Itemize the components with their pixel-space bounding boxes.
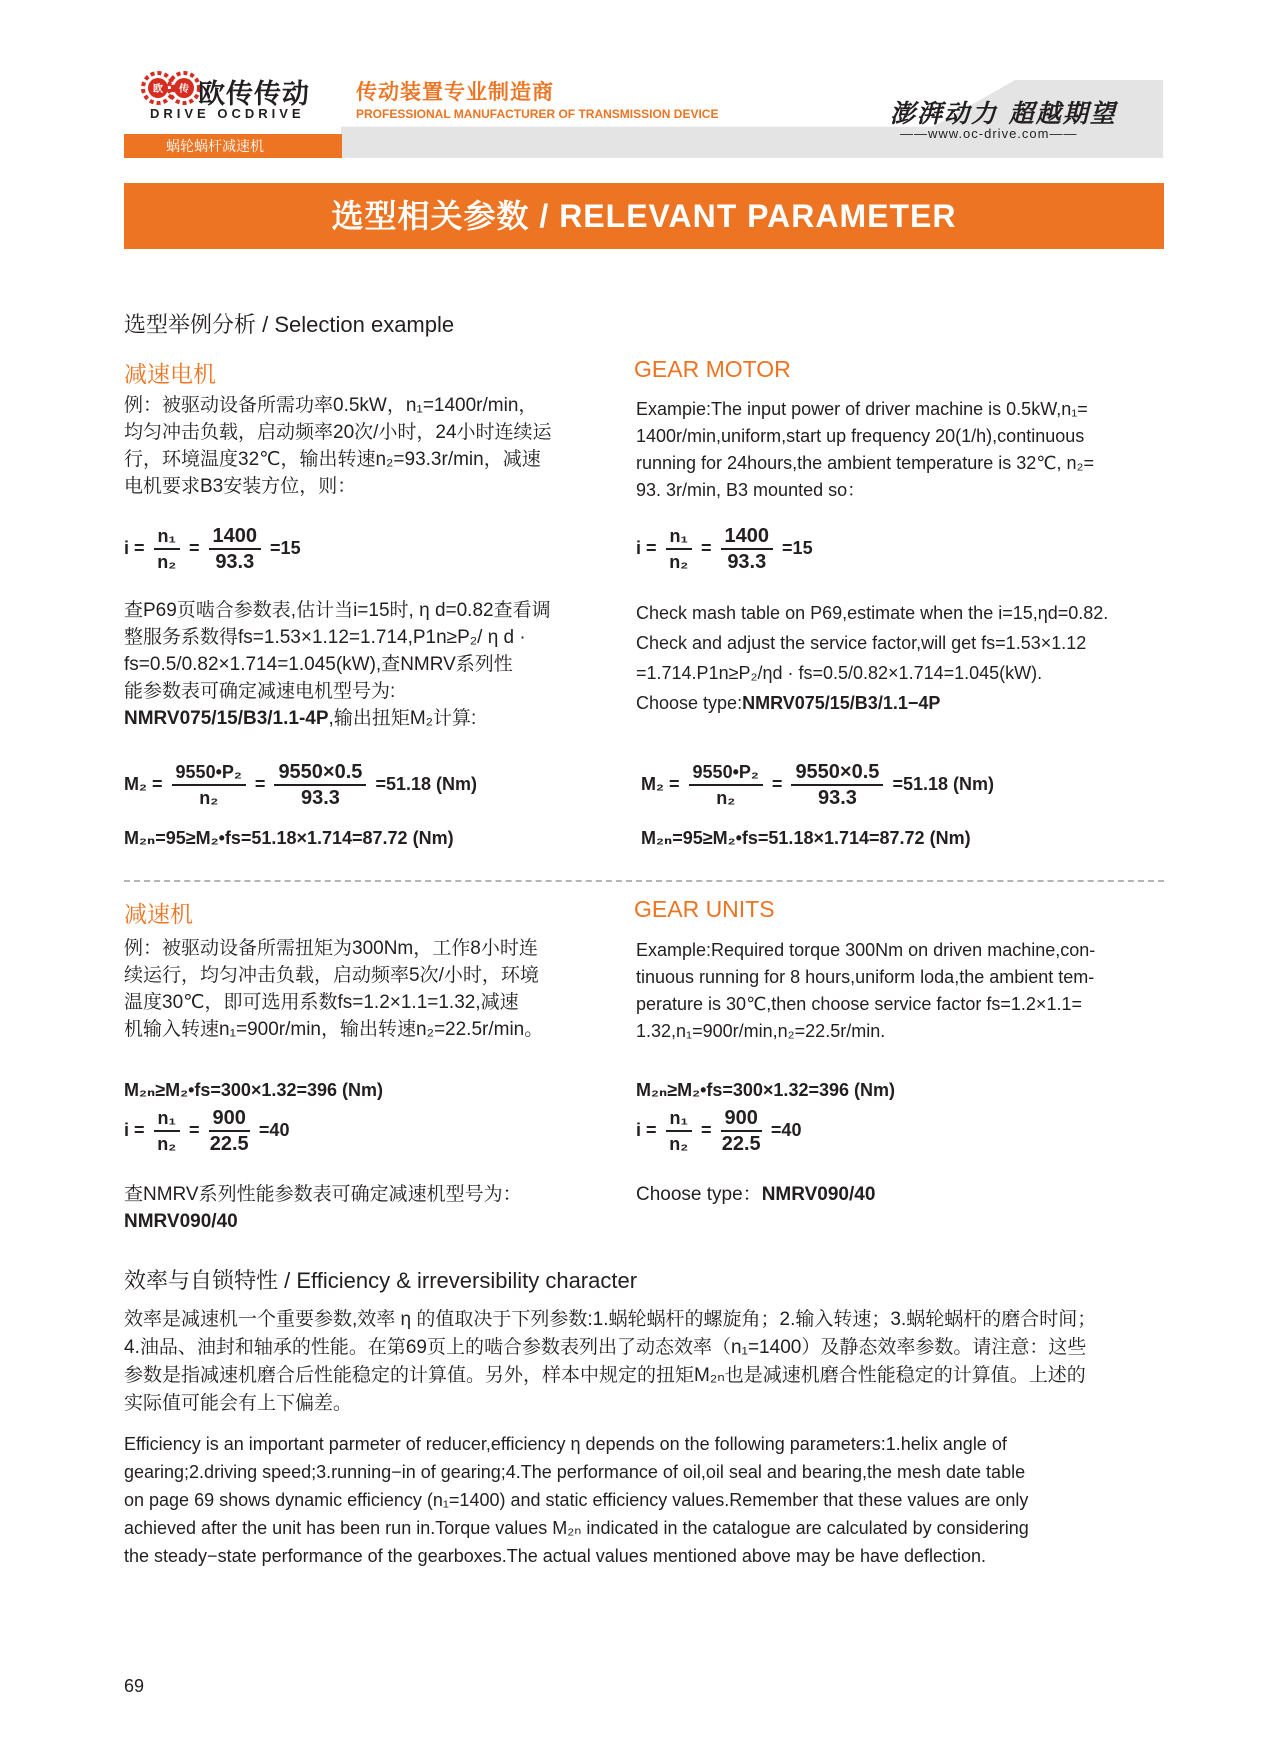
gear-motor-en-example: Exampie:The input power of driver machine is 0.5kW,n₁= 1400r/min,uniform,start up frequency 20(1/h),continuous running for 24hours,the ambient temperature is 32℃, n₂= 93. 3r/min, B3 mounted so： (636, 399, 1094, 500)
gear-motor-torque-check-cn: M₂ₙ=95≥M₂•fs=51.18×1.714=87.72 (Nm) (124, 828, 454, 848)
gear-units-ratio-en: i = $\frac{\text{n₁}}{\text{n₂}}$ = $\frac{900}{22.5}$ =40 (636, 1107, 802, 1155)
tagline-cn: 传动装置专业制造商 (356, 81, 554, 104)
page-title: 选型相关参数 / RELEVANT PARAMETER (124, 183, 1164, 249)
logo-cn-text: 欧传传动 (198, 79, 310, 109)
gear-units-torque-check-cn: M₂ₙ≥M₂•fs=300×1.32=396 (Nm) (124, 1080, 383, 1100)
gear-motor-cn-heading: 减速电机 (124, 361, 216, 387)
section-divider (124, 880, 1164, 882)
tagline-en: PROFESSIONAL MANUFACTURER OF TRANSMISSION DEVICE (356, 107, 719, 121)
gear-units-en-example: Example:Required torque 300Nm on driven machine,con- tinuous running for 8 hours,uniform loda,the ambient tem- perature is 30℃,then choose service factor fs=1.2×1.1= 1.32,n₁=900r/min,n₂=22.5r/min. (636, 940, 1096, 1041)
gear-units-cn-example: 例：被驱动设备所需扭矩为300Nm，工作8小时连 续运行，均匀冲击负载，启动频率5次/小时，环境 温度30℃，即可选用系数fs=1.2×1.1=1.32,减速 机输入转速n₁=900r/min，输出转速n₂=22.5r/min。 (124, 938, 544, 1040)
gear-motor-en-heading: GEAR MOTOR (634, 356, 791, 382)
selection-heading: 选型举例分析 / Selection example (124, 312, 455, 337)
website: ——www.oc-drive.com—— (900, 126, 1078, 141)
gear-motor-en-check: Check mash table on P69,estimate when the i=15,ηd=0.82. Check and adjust the service factor,will get fs=1.53×1.12 =1.714.P1n≥P₂/ηd · fs=0.5/0.82×1.714=1.045(kW). Choose type:NMRV075/15/B3/1.1−4P (636, 603, 1109, 713)
efficiency-cn-text: 效率是减速机一个重要参数,效率 η 的值取决于下列参数:1.蜗轮蜗杆的螺旋角；2.输入转速；3.蜗轮蜗杆的磨合时间； 4.油品、油封和轴承的性能。在第69页上的啮合参数表列出了动态效率（n₁=1400）及静态效率参数。请注意：这些 参数是指减速机磨合后性能稳定的计算值。另外，样本中规定的扭矩M₂ₙ也是减速机磨合性能稳定的计算值。上述的 实际值可能会有上下偏差。 (124, 1309, 1097, 1414)
slogan: 澎湃动力 超越期望 (890, 99, 1117, 128)
efficiency-heading: 效率与自锁特性 / Efficiency & irreversibility character (124, 1268, 638, 1293)
gear-motor-torque-check-en: M₂ₙ=95≥M₂•fs=51.18×1.714=87.72 (Nm) (641, 828, 971, 848)
category-bar (124, 134, 342, 158)
gear-motor-ratio-en: i = $\frac{\text{n₁}}{\text{n₂}}$ = $\frac{1400}{93.3}$ =15 (636, 525, 813, 573)
logo-badge-right: 传 (179, 84, 189, 95)
logo-badge-left: 欧 (153, 84, 163, 95)
gear-units-torque-check-en: M₂ₙ≥M₂•fs=300×1.32=396 (Nm) (636, 1080, 895, 1100)
gear-motor-torque-cn: M₂ = $\frac{\text{9550•P₂}}{\text{n₂}}$ = $\frac{9550\times 0.5}{93.3}$ =51.18 (Nm) (124, 761, 477, 809)
gear-motor-torque-en: M₂ = $\frac{\text{9550•P₂}}{\text{n₂}}$ = $\frac{9550\times 0.5}{93.3}$ =51.18 (Nm) (641, 761, 994, 809)
gear-units-cn-choose: 查NMRV系列性能参数表可确定减速机型号为： NMRV090/40 (124, 1184, 522, 1232)
category-label: 蜗轮蜗杆减速机 (166, 138, 264, 154)
logo-en-text: DRIVE OCDRIVE (150, 106, 305, 121)
gear-units-en-heading: GEAR UNITS (634, 896, 775, 922)
gear-motor-ratio-cn: i = $\frac{\text{n₁}}{\text{n₂}}$ = $\frac{1400}{93.3}$ =15 (124, 525, 301, 573)
gear-motor-cn-example: 例：被驱动设备所需功率0.5kW，n₁=1400r/min， 均匀冲击负载，启动频率20次/小时，24小时连续运 行，环境温度32℃，输出转速n₂=93.3r/min，减速 电机要求B3安装方位，则： (124, 395, 552, 497)
gear-units-ratio-cn: i = $\frac{\text{n₁}}{\text{n₂}}$ = $\frac{900}{22.5}$ =40 (124, 1107, 290, 1155)
page-number: 69 (124, 1676, 145, 1696)
gear-units-en-choose: Choose type：NMRV090/40 (636, 1184, 876, 1205)
efficiency-en-text: Efficiency is an important parmeter of reducer,efficiency η depends on the following parameters:1.helix angle of gearing;2.driving speed;3.running−in of gearing;4.The performance of oil,oil seal and bearing,the mesh date table on page 69 shows dynamic efficiency (n₁=1400) and static efficiency values.Remember that these values are only achieved after the unit has been run in.Torque values M₂ₙ indicated in the catalogue are calculated by considering the steady−state performance of the gearboxes.The actual values mentioned above may be have deflection. (124, 1434, 1029, 1566)
gear-units-cn-heading: 减速机 (124, 901, 193, 927)
gear-motor-cn-check: 查P69页啮合参数表,估计当i=15时, η d=0.82查看调 整服务系数得fs=1.53×1.12=1.714,P1n≥P₂/ η d · fs=0.5/0.82×1.714=1.045(kW),查NMRV系列性 能参数表可确定减速电机型号为: NMRV075/15/B3/1.1-4P,输出扭矩M₂计算: (124, 600, 551, 729)
